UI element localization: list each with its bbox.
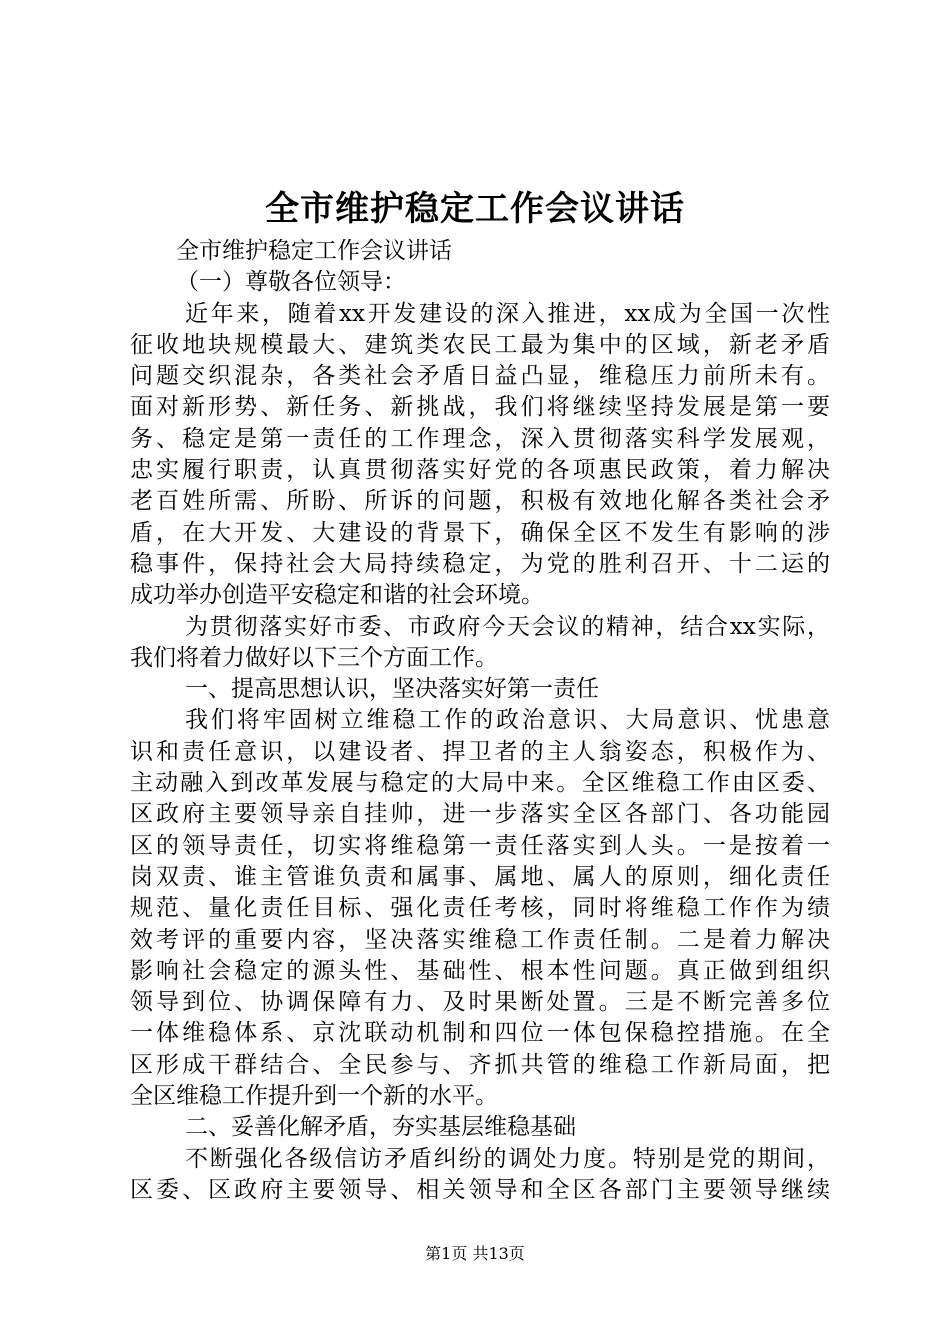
- text-line: 效考评的重要内容，坚决落实维稳工作责任制。二是着力解决: [130, 926, 830, 953]
- text-line: 面对新形势、新任务、新挑战，我们将继续坚持发展是第一要: [130, 394, 830, 421]
- text-line: 问题交织混杂，各类社会矛盾日益凸显，维稳压力前所未有。: [130, 363, 830, 390]
- text-line: 近年来，随着xx开发建设的深入推进，xx成为全国一次性: [185, 300, 830, 327]
- text-line: 稳事件，保持社会大局持续稳定，为党的胜利召开、十二运的: [130, 550, 830, 577]
- text-line: 我们将牢固树立维稳工作的政治意识、大局意识、忧患意: [185, 707, 830, 734]
- text-line: 不断强化各级信访矛盾纠纷的调处力度。特别是党的期间，: [185, 1145, 830, 1172]
- text-line: 影响社会稳定的源头性、基础性、根本性问题。真正做到组织: [130, 957, 830, 984]
- text-line: 区委、区政府主要领导、相关领导和全区各部门主要领导继续: [130, 1176, 830, 1203]
- text-line: 全市维护稳定工作会议讲话: [176, 238, 452, 264]
- text-line: 岗双责、谁主管谁负责和属事、属地、属人的原则，细化责任: [130, 863, 830, 890]
- text-line: 为贯彻落实好市委、市政府今天会议的精神，结合xx实际，: [185, 613, 830, 640]
- document-title: 全市维护稳定工作会议讲话: [265, 189, 685, 229]
- text-line: 领导到位、协调保障有力、及时果断处置。三是不断完善多位: [130, 989, 830, 1016]
- text-line: 主动融入到改革发展与稳定的大局中来。全区维稳工作由区委、: [130, 770, 830, 797]
- text-line: 我们将着力做好以下三个方面工作。: [130, 644, 498, 671]
- text-line: 识和责任意识，以建设者、捍卫者的主人翁姿态，积极作为、: [130, 738, 830, 765]
- text-line: 一、提高思想认识，坚决落实好第一责任: [185, 676, 599, 703]
- text-line: 老百姓所需、所盼、所诉的问题，积极有效地化解各类社会矛: [130, 488, 830, 515]
- text-line: 忠实履行职责，认真贯彻落实好党的各项惠民政策，着力解决: [130, 457, 830, 484]
- text-line: 务、稳定是第一责任的工作理念，深入贯彻落实科学发展观，: [130, 425, 830, 452]
- text-line: （一）尊敬各位领导：: [176, 269, 406, 296]
- text-line: 规范、量化责任目标、强化责任考核，同时将维稳工作作为绩: [130, 895, 830, 922]
- text-line: 二、妥善化解矛盾，夯实基层维稳基础: [185, 1114, 576, 1141]
- page-number-footer: 第1页 共13页: [425, 1244, 525, 1263]
- text-line: 一体维稳体系、京沈联动机制和四位一体包保稳控措施。在全: [130, 1020, 830, 1047]
- text-line: 征收地块规模最大、建筑类农民工最为集中的区域，新老矛盾: [130, 331, 830, 358]
- text-line: 区的领导责任，切实将维稳第一责任落实到人头。一是按着一: [130, 832, 830, 859]
- text-line: 区政府主要领导亲自挂帅，进一步落实全区各部门、各功能园: [130, 801, 830, 828]
- text-line: 全区维稳工作提升到一个新的水平。: [130, 1083, 498, 1110]
- document-body: [130, 236, 830, 1206]
- text-line: 区形成干群结合、全民参与、齐抓共管的维稳工作新局面，把: [130, 1051, 830, 1078]
- text-line: 成功举办创造平安稳定和谐的社会环境。: [130, 582, 544, 609]
- text-line: 盾，在大开发、大建设的背景下，确保全区不发生有影响的涉: [130, 519, 830, 546]
